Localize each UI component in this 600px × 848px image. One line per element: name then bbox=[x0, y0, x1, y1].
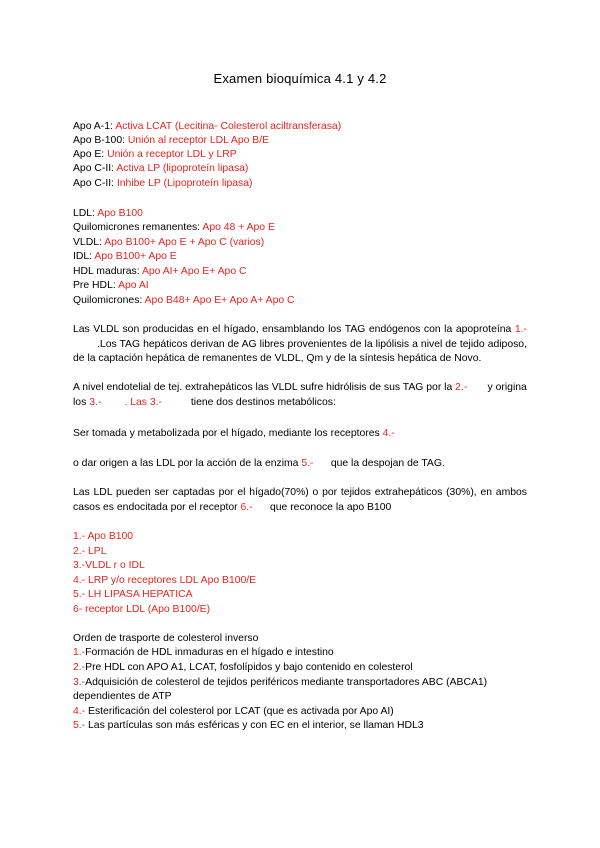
text-run: tiene dos destinos metabólicos: bbox=[190, 396, 336, 408]
blank-2: 2.- bbox=[455, 382, 468, 393]
answer: 6- receptor LDL (Apo B100/E) bbox=[73, 604, 211, 615]
transport-step bbox=[73, 676, 487, 689]
vldl-paragraph bbox=[73, 323, 527, 367]
lipo-row bbox=[73, 250, 177, 263]
lipo-apos: Apo B48+ Apo E+ Apo A+ Apo C bbox=[144, 295, 295, 306]
step-text: Adquisición de colesterol de tejidos periféricos mediante transportadores ABC (ABCA1) bbox=[85, 677, 488, 688]
blank-6: 6.- bbox=[240, 501, 253, 513]
transport-step bbox=[73, 705, 394, 718]
lipo-name: IDL: bbox=[73, 251, 93, 262]
ldl-paragraph bbox=[73, 486, 527, 515]
apo-name: Apo C-II: bbox=[73, 163, 114, 174]
lipo-apos: Apo B100+ Apo E + Apo C (varios) bbox=[104, 237, 265, 248]
lipo-name: HDL maduras: bbox=[73, 266, 140, 277]
destination-2 bbox=[73, 457, 445, 470]
text-run: Ser tomada y metabolizada por el hígado, mediante los receptores bbox=[73, 428, 380, 439]
lipo-apos: Apo B100 bbox=[97, 208, 143, 219]
apo-row bbox=[73, 177, 252, 190]
apo-name: Apo E: bbox=[73, 149, 105, 160]
lipo-name: Pre HDL: bbox=[73, 280, 116, 291]
text-run: .Los TAG hepáticos derivan de AG libres provenientes de la lipólisis a nivel de tejido adiposo, de la captación hepática de remanentes de VLDL, Qm y de la síntesis hepática de Novo. bbox=[73, 338, 527, 364]
step-number: 5.- bbox=[73, 720, 86, 731]
text-run: A nivel endotelial de tej. extrahepáticos las VLDL sufre hidrólisis de sus TAG por la bbox=[73, 382, 453, 393]
step-text: Las partículas son más esféricas y con EC en el interior, se llaman HDL3 bbox=[85, 720, 424, 731]
lipo-name: Quilomicrones: bbox=[73, 295, 143, 306]
apo-desc: Activa LP (lipoproteín lipasa) bbox=[116, 163, 249, 174]
apo-name: Apo C-II: bbox=[73, 178, 114, 189]
answer: 5.- LH LIPASA HEPATICA bbox=[73, 589, 193, 600]
text-run: que la despojan de TAG. bbox=[330, 458, 445, 469]
lipo-row bbox=[73, 221, 275, 234]
apo-row bbox=[73, 120, 341, 133]
lipo-row bbox=[73, 207, 143, 220]
lipo-row bbox=[73, 265, 247, 278]
step-number: 1.- bbox=[73, 647, 86, 658]
text-run: . Las bbox=[124, 396, 147, 408]
answer: 4.- LRP y/o receptores LDL Apo B100/E bbox=[73, 575, 257, 586]
lipo-row bbox=[73, 279, 149, 292]
lipo-name: LDL: bbox=[73, 208, 95, 219]
step-text: Esterificación del colesterol por LCAT (que es activada por Apo AI) bbox=[85, 706, 394, 717]
apo-name: Apo A-1: bbox=[73, 121, 113, 132]
lipo-apos: Apo AI bbox=[118, 280, 149, 291]
endothelial-paragraph bbox=[73, 381, 527, 410]
lipo-name: VLDL: bbox=[73, 237, 102, 248]
apo-desc: Unión a receptor LDL y LRP bbox=[107, 149, 237, 160]
apo-desc: Unión al receptor LDL Apo B/E bbox=[127, 135, 270, 146]
destination-1 bbox=[73, 427, 395, 440]
answer: 1.- Apo B100 bbox=[73, 531, 134, 542]
step-number: 4.- bbox=[73, 706, 86, 717]
transport-heading: Orden de trasporte de colesterol inverso bbox=[73, 633, 259, 644]
lipo-apos: Apo AI+ Apo E+ Apo C bbox=[141, 266, 247, 277]
page-title: Examen bioquímica 4.1 y 4.2 bbox=[213, 71, 387, 86]
apo-row bbox=[73, 148, 237, 161]
apo-row bbox=[73, 162, 248, 175]
lipo-row bbox=[73, 236, 264, 249]
transport-step-cont: dependientes de ATP bbox=[73, 691, 172, 702]
blank-1: 1.- bbox=[514, 324, 527, 335]
step-number: 3.- bbox=[73, 677, 86, 688]
step-text: Formación de HDL inmaduras en el hígado e intestino bbox=[85, 647, 334, 658]
step-number: 2.- bbox=[73, 662, 86, 673]
answer: 3.-VLDL r o IDL bbox=[73, 560, 145, 571]
answer: 2.- LPL bbox=[73, 546, 107, 557]
text-run: Las VLDL son producidas en el hígado, ensamblando los TAG endógenos con la apoproteína bbox=[73, 324, 512, 335]
text-run: y origina los bbox=[73, 382, 527, 408]
apo-name: Apo B-100: bbox=[73, 135, 125, 146]
blank-5: 5.- bbox=[301, 458, 314, 469]
step-text: Pre HDL con APO A1, LCAT, fosfolípidos y bajo contenido en colesterol bbox=[85, 662, 413, 673]
lipo-name: Quilomicrones remanentes: bbox=[73, 222, 201, 233]
transport-step bbox=[73, 661, 413, 674]
apo-row bbox=[73, 134, 269, 147]
lipo-apos: Apo B100+ Apo E bbox=[94, 251, 177, 262]
lipo-apos: Apo 48 + Apo E bbox=[202, 222, 275, 233]
blank-3: 3.- bbox=[89, 396, 102, 408]
text-run: Las LDL pueden ser captadas por el hígado(70%) o por tejidos extrahepáticos (30%), en ambos casos es endocitada por el receptor bbox=[73, 487, 527, 513]
text-run: que reconoce la apo B100 bbox=[269, 501, 392, 513]
transport-step bbox=[73, 646, 334, 659]
apo-desc: Activa LCAT (Lecitina- Colesterol aciltransferasa) bbox=[115, 121, 342, 132]
transport-step bbox=[73, 719, 424, 732]
blank-3: 3.- bbox=[149, 396, 162, 408]
blank-4: 4.- bbox=[382, 428, 395, 439]
apo-desc: Inhibe LP (Lipoproteín lipasa) bbox=[116, 178, 253, 189]
lipo-row bbox=[73, 294, 295, 307]
text-run: o dar origen a las LDL por la acción de la enzima bbox=[73, 458, 299, 469]
